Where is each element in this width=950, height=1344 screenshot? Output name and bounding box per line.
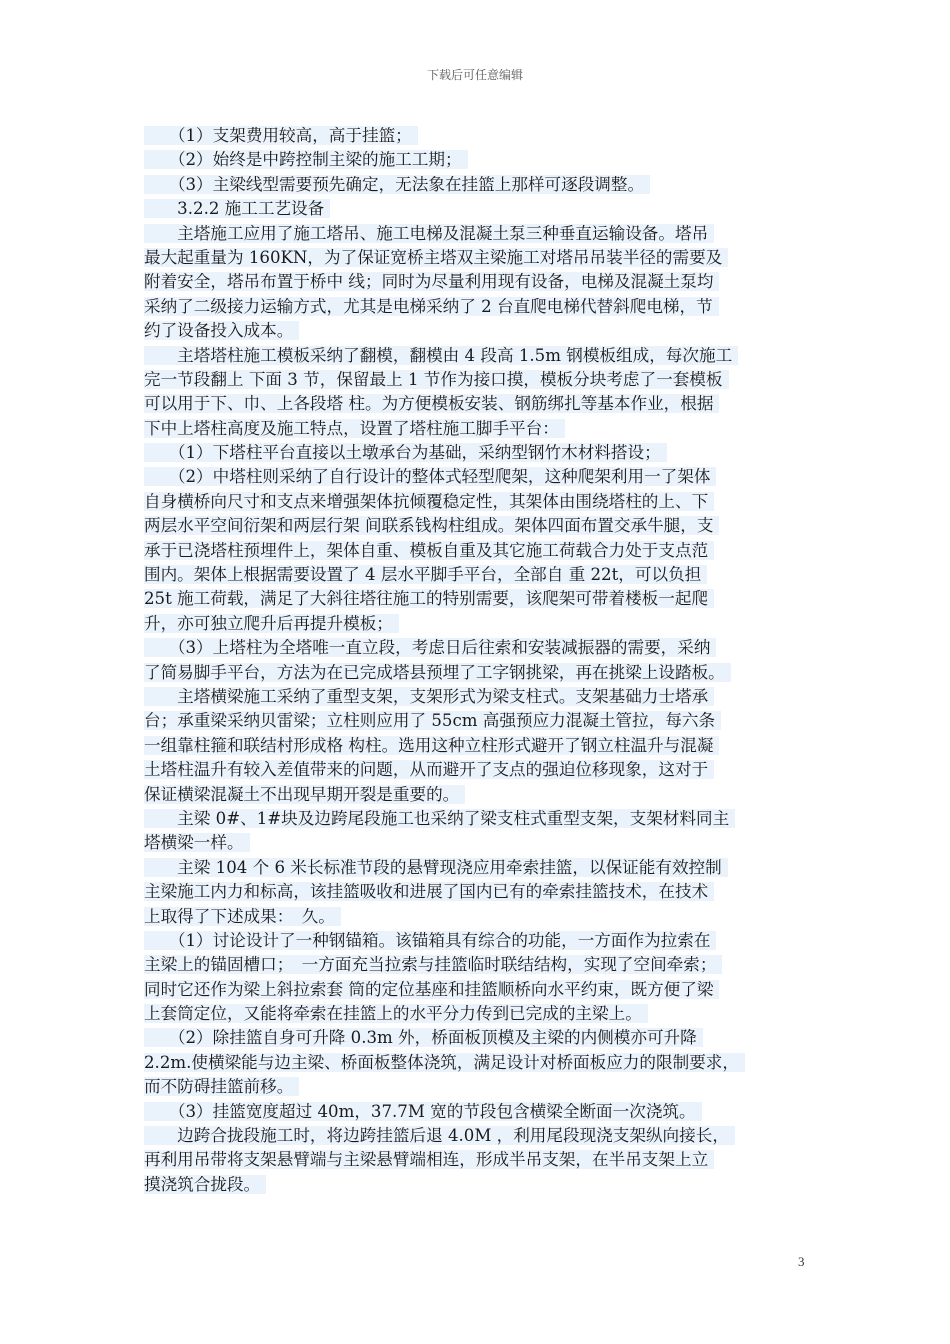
text-line [144,1075,824,1099]
text-line-content: 而不防碍挂篮前移。 [144,1077,299,1096]
text-line [144,368,824,392]
text-line [144,295,824,319]
text-line [144,539,824,563]
text-line [144,246,824,270]
text-line-content: 下中上塔柱高度及施工特点，设置了塔柱施工脚手平台： [144,419,565,438]
text-line [144,270,824,294]
text-line [144,392,824,416]
text-line [144,124,824,148]
text-line-content: 主梁上的锚固槽口； 一方面充当拉索与挂篮临时联结结构，实现了空间牵索； [144,955,722,974]
text-line [144,465,824,489]
text-line-content: （2）除挂篮自身可升降 0.3m 外，桥面板顶模及主梁的内侧模亦可升降 [144,1028,703,1047]
text-line-content: 保证横梁混凝土不出现早期开裂是重要的。 [144,785,465,804]
text-line-content: 升，亦可独立爬升后再提升模板； [144,614,399,633]
text-line [144,1124,824,1148]
text-line [144,880,824,904]
text-line-content: 可以用于下、巾、上各段塔 柱。为方便模板安装、钢筋绑扎等基本作业，根据 [144,394,719,413]
text-line [144,1002,824,1026]
text-line [144,1173,824,1197]
text-line-content: 附着安全，塔吊布置于桥中 线；同时为尽量利用现有设备，电梯及混凝土泵均 [144,272,719,291]
text-line [144,319,824,343]
text-line [144,709,824,733]
text-line-content: 同时它还作为梁上斜拉索套 筒的定位基座和挂篮顺桥向水平约束，既方便了梁 [144,980,719,999]
text-line [144,490,824,514]
text-line-content: （1）支架费用较高，高于挂篮； [144,126,418,145]
text-line [144,222,824,246]
text-line [144,685,824,709]
text-line [144,197,824,221]
text-line-content: 两层水平空间衍架和两层行架 间联系钱构柱组成。架体四面布置交承牛腿，支 [144,516,719,535]
text-line [144,344,824,368]
text-line [144,978,824,1002]
text-line-content: 主塔塔柱施工模板采纳了翻模，翻模由 4 段高 1.5m 钢模板组成，每次施工 [144,346,738,365]
text-line-content: 了简易脚手平台，方法为在已完成塔县预埋了工字钢挑梁，再在挑梁上设踏板。 [144,663,731,682]
text-line-content: 2.2m.使横梁能与边主梁、桥面板整体浇筑，满足设计对桥面板应力的限制要求， [144,1053,745,1072]
text-line-content: 主塔横梁施工采纳了重型支架，支架形式为梁支柱式。支架基础力士塔承 [144,687,714,706]
text-line [144,856,824,880]
text-line [144,734,824,758]
text-line-content: 最大起重量为 160KN，为了保证宽桥主塔双主梁施工对塔吊吊装半径的需要及 [144,248,728,267]
text-line [144,905,824,929]
text-line-content: 承于已浇塔柱预埋件上，架体自重、模板自重及其它施工荷载合力处于支点范 [144,541,714,560]
text-line-content: 自身横桥向尺寸和支点来增强架体抗倾覆稳定性，其架体由围绕塔柱的上、下 [144,492,714,511]
text-line-content: 采纳了二级接力运输方式，尤其是电梯采纳了 2 台直爬电梯代替斜爬电梯，节 [144,297,719,316]
page-number: 3 [798,1254,805,1269]
text-line-content: 主塔施工应用了施工塔吊、施工电梯及混凝土泵三种垂直运输设备。塔吊 [144,224,714,243]
text-line [144,929,824,953]
text-line-content: 台；承重梁采纳贝雷梁；立柱则应用了 55cm 高强预应力混凝土管拉，每六条 [144,711,721,730]
text-line [144,953,824,977]
text-line-content: 主梁 104 个 6 米长标准节段的悬臂现浇应用牵索挂篮，以保证能有效控制 [144,858,728,877]
text-line [144,148,824,172]
text-line [144,514,824,538]
text-line-content: 上套筒定位，又能将牵索在挂篮上的水平分力传到已完成的主梁上。 [144,1004,648,1023]
text-line [144,563,824,587]
text-line [144,661,824,685]
text-line [144,783,824,807]
text-line-content: 3.2.2 施工工艺设备 [144,199,330,218]
text-line-content: 主梁 0#、1#块及边跨尾段施工也采纳了梁支柱式重型支架，支架材料同主 [144,809,735,828]
text-line-content: 边跨合拢段施工时，将边跨挂篮后退 4.0M ，利用尾段现浇支架纵向接长， [144,1126,735,1145]
text-line-content: 25t 施工荷载，满足了大斜往塔往施工的特别需要，该爬架可带着楼板一起爬 [144,589,714,608]
text-line [144,612,824,636]
text-line-content: 围内。架体上根据需要设置了 4 层水平脚手平台，全部自 重 22t，可以负担 [144,565,707,584]
text-line [144,831,824,855]
text-line [144,173,824,197]
text-line-content: （2）中塔柱则采纳了自行设计的整体式轻型爬架，这种爬架利用一了架体 [144,467,716,486]
text-line-content: （1）下塔柱平台直接以土墩承台为基础，采纳型钢竹木材料搭设； [144,443,667,462]
text-line-content: 完一节段翻上 下面 3 节，保留最上 1 节作为接口摸，模板分块考虑了一套模板 [144,370,729,389]
text-line-content: 主梁施工内力和标高，该挂篮吸收和进展了国内已有的牵索挂篮技术，在技术 [144,882,714,901]
text-line [144,587,824,611]
text-line-content: （3）主梁线型需要预先确定，无法象在挂篮上那样可逐段调整。 [144,175,650,194]
text-line-content: 再利用吊带将支架悬臂端与主梁悬臂端相连，形成半吊支架，在半吊支架上立 [144,1150,714,1169]
text-line [144,1100,824,1124]
text-line-content: （1）讨论设计了一种钢锚箱。该锚箱具有综合的功能，一方面作为拉索在 [144,931,716,950]
text-line-content: （2）始终是中跨控制主梁的施工工期； [144,150,468,169]
text-line [144,1051,824,1075]
page-header: 下载后可任意编辑 [426,68,523,82]
text-line-content: （3）上塔柱为全塔唯一直立段，考虑日后往索和安装减振器的需要，采纳 [144,638,716,657]
document-body [144,124,824,1197]
text-line [144,1148,824,1172]
text-line [144,758,824,782]
text-line-content: 约了设备投入成本。 [144,321,299,340]
text-line [144,441,824,465]
text-line-content: 土塔柱温升有较入差值带来的问题，从而避开了支点的强迫位移现象，这对于 [144,760,714,779]
text-line-content: 摸浇筑合拢段。 [144,1175,266,1194]
text-line [144,636,824,660]
text-line-content: 一组靠柱箍和联结村形成格 构柱。选用这种立柱形式避开了钢立柱温升与混凝 [144,736,719,755]
text-line-content: （3）挂篮宽度超过 40m，37.7M 宽的节段包含横梁全断面一次浇筑。 [144,1102,702,1121]
text-line [144,417,824,441]
text-line-content: 上取得了下述成果： 久。 [144,907,341,926]
text-line-content: 塔横梁一样。 [144,833,250,852]
text-line [144,807,824,831]
text-line [144,1026,824,1050]
